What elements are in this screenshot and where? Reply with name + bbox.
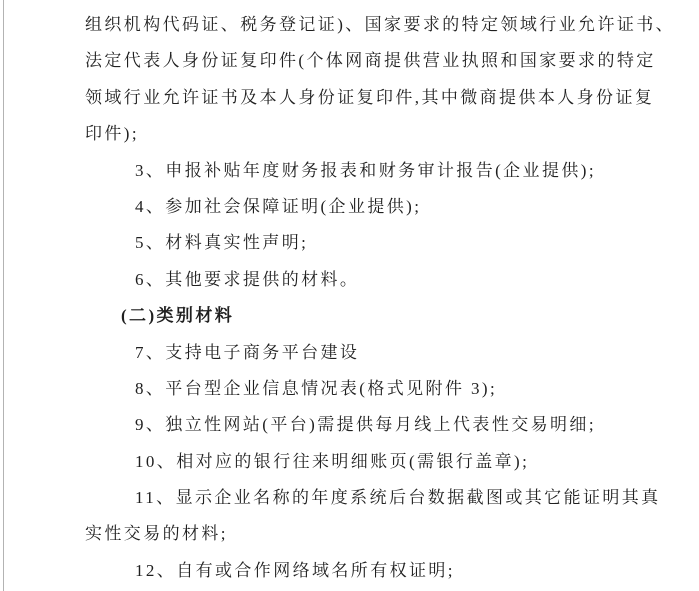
doc-line-3: 领域行业允许证书及本人身份证复印件,其中微商提供本人身份证复 [85,87,655,107]
doc-item-8: 8、平台型企业信息情况表(格式见附件 3); [135,378,498,398]
doc-line-1: 组织机构代码证、税务登记证)、国家要求的特定领域行业允许证书、 [85,15,676,34]
doc-item-9: 9、独立性网站(平台)需提供每月线上代表性交易明细; [135,415,596,435]
doc-item-12: 12、自有或合作网络域名所有权证明; [135,560,455,580]
page-edge-line [3,0,4,591]
doc-item-11-wrap: 实性交易的材料; [85,524,228,544]
doc-item-3: 3、申报补贴年度财务报表和财务审计报告(企业提供); [135,160,596,180]
section-heading: (二)类别材料 [121,306,235,326]
doc-item-4: 4、参加社会保障证明(企业提供); [135,196,422,216]
document-text-block [85,7,675,589]
doc-item-6: 6、其他要求提供的材料。 [135,269,360,289]
doc-item-11: 11、显示企业名称的年度系统后台数据截图或其它能证明其真 [135,488,661,508]
doc-item-5: 5、材料真实性声明; [135,233,309,253]
doc-item-10: 10、相对应的银行往来明细账页(需银行盖章); [135,451,530,471]
doc-item-7: 7、支持电子商务平台建设 [135,342,360,362]
doc-line-4: 印件); [85,124,139,144]
doc-line-2: 法定代表人身份证复印件(个体网商提供营业执照和国家要求的特定 [85,51,656,71]
